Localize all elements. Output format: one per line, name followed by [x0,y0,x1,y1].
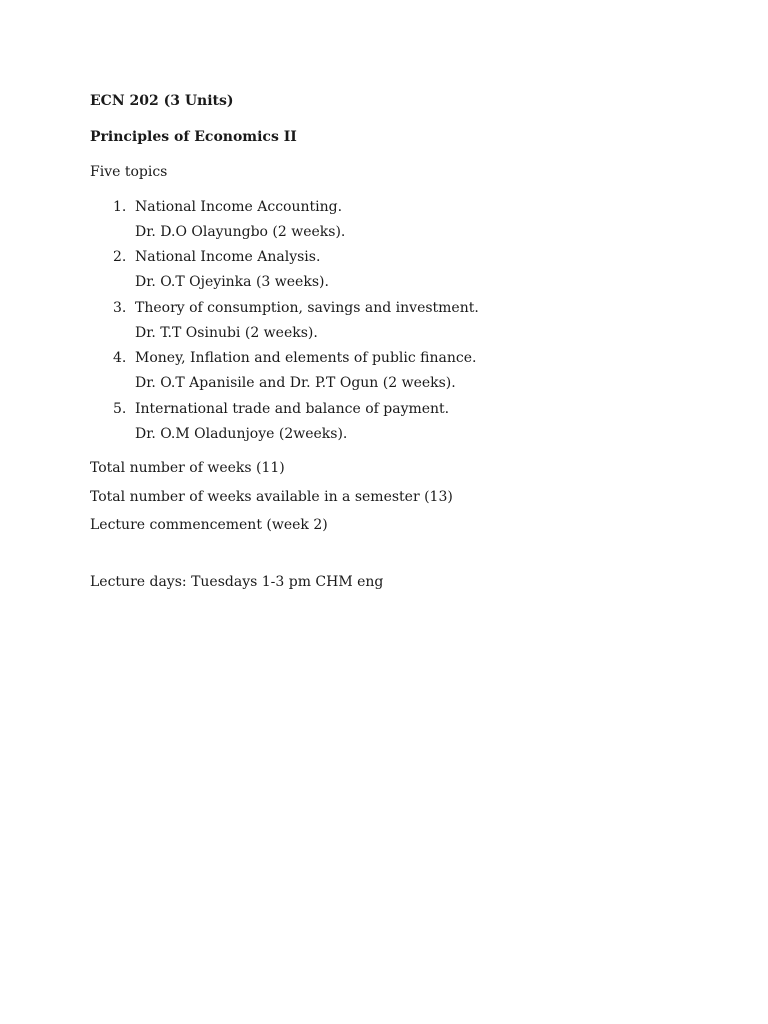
topic-title: Theory of consumption, savings and investment. [135,299,479,316]
topic-number: 2. [113,249,127,266]
topic-number: 4. [113,350,127,367]
course-code: ECN 202 (3 Units) [90,93,234,109]
topic-lecturer: Dr. O.T Apanisile and Dr. P.T Ogun (2 weeks). [135,375,456,392]
topic-lecturer: Dr. O.M Oladunjoye (2weeks). [135,425,348,442]
topic-title: National Income Accounting. [135,199,343,215]
lecture-commencement: Lecture commencement (week 2) [90,517,328,533]
weeks-available: Total number of weeks available in a semester (13) [90,489,453,505]
topic-number: 3. [113,299,127,316]
total-weeks: Total number of weeks (11) [90,460,285,476]
topic-number: 5. [113,400,127,417]
topic-title: Money, Inflation and elements of public finance. [135,350,477,367]
topic-lecturer: Dr. D.O Olayungbo (2 weeks). [135,224,346,240]
lecture-days: Lecture days: Tuesdays 1-3 pm CHM eng [90,574,384,590]
topic-title: National Income Analysis. [135,249,321,266]
topic-lecturer: Dr. T.T Osinubi (2 weeks). [135,324,318,341]
topic-title: International trade and balance of payment. [135,400,450,417]
course-title: Principles of Economics II [90,129,297,145]
topic-lecturer: Dr. O.T Ojeyinka (3 weeks). [135,274,329,291]
topics-intro: Five topics [90,164,168,180]
topic-number: 1. [113,199,127,215]
